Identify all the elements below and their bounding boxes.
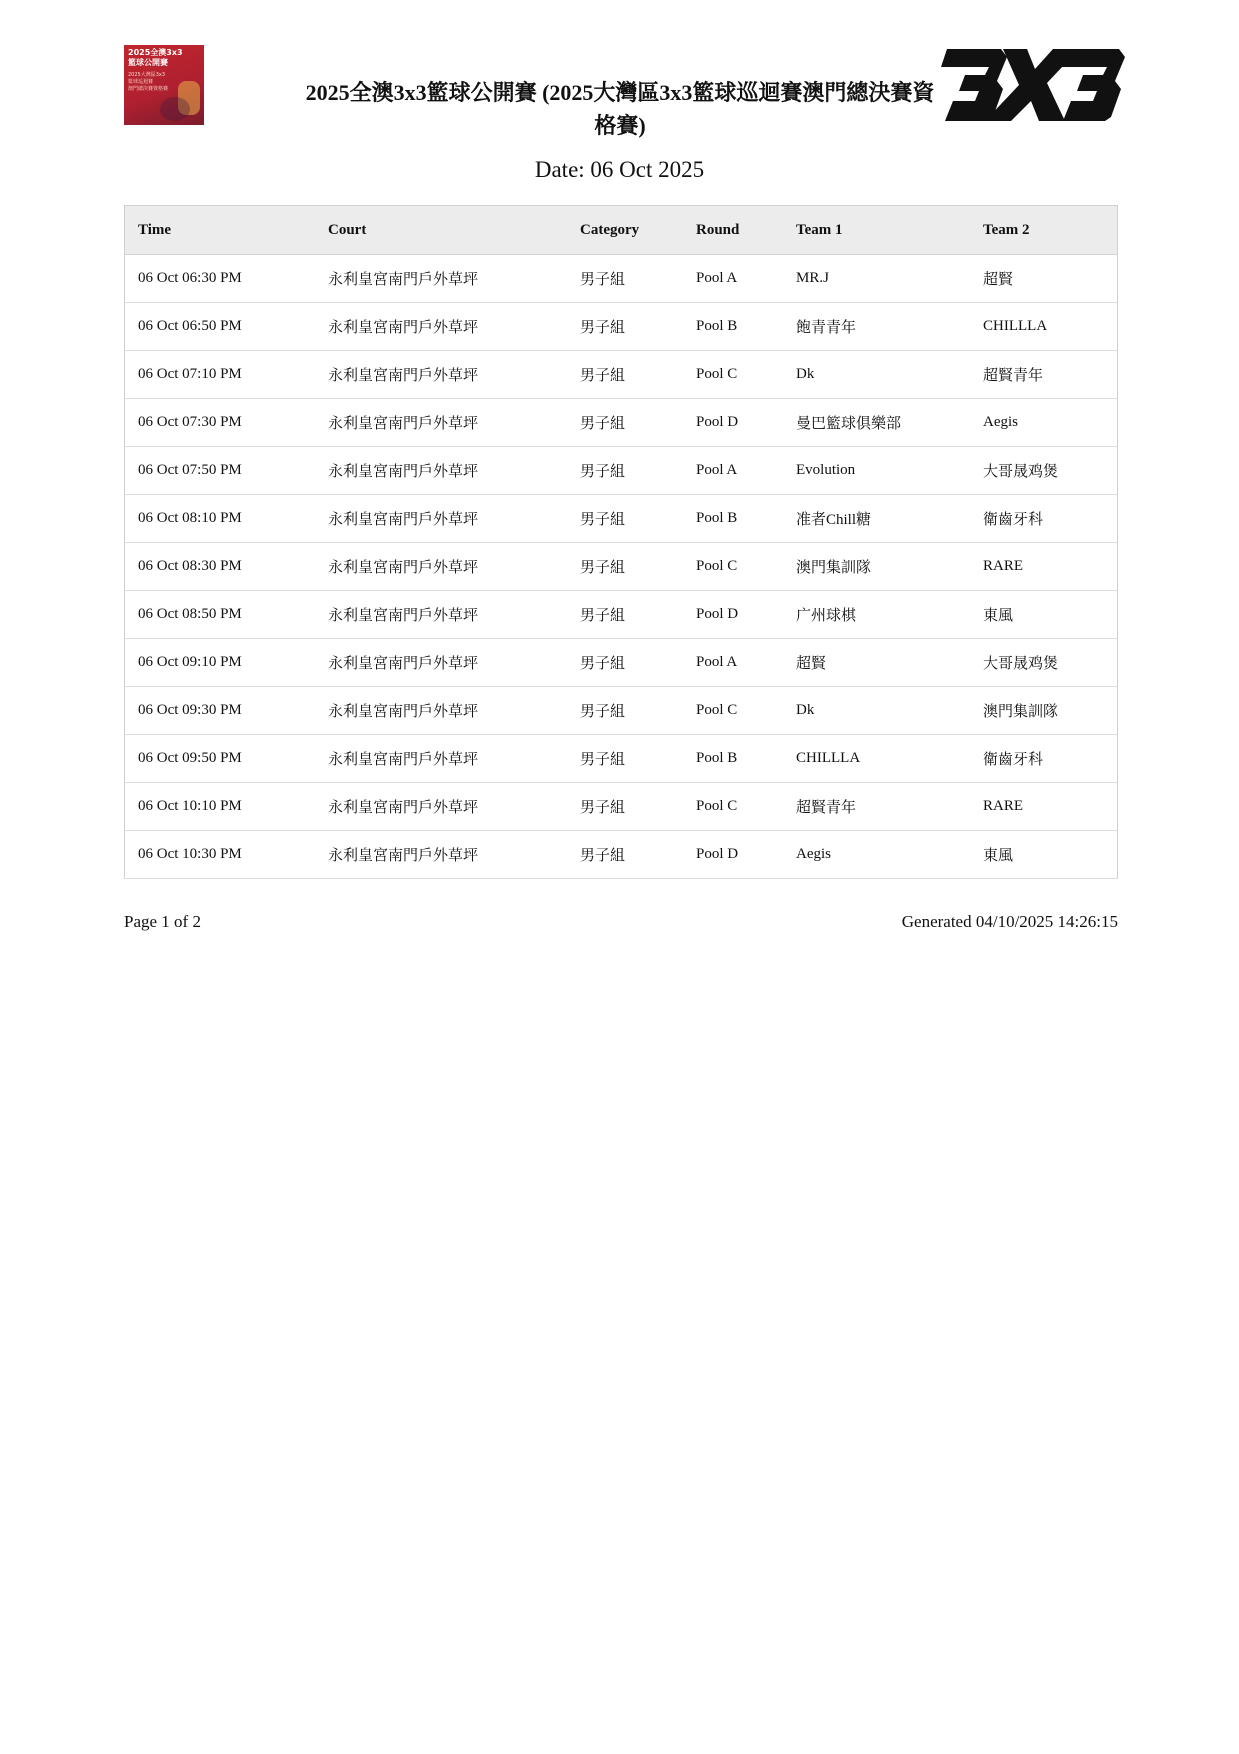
column-header-time: Time [125,206,316,255]
time-cell: 06 Oct 09:10 PM [125,639,316,687]
category-cell: 男子組 [567,735,683,783]
team1-cell: MR.J [783,255,970,303]
event-logo-title: 2025全澳3x3 籃球公開賽 [128,48,183,67]
team1-cell: CHILLLA [783,735,970,783]
court-cell: 永利皇宮南門戶外草坪 [315,783,567,831]
team1-cell: Aegis [783,831,970,879]
court-cell: 永利皇宮南門戶外草坪 [315,591,567,639]
category-cell: 男子組 [567,543,683,591]
team2-cell: 超賢 [970,255,1118,303]
table-row [125,495,1118,543]
table-row [125,783,1118,831]
team1-cell: 超賢 [783,639,970,687]
time-cell: 06 Oct 06:30 PM [125,255,316,303]
court-cell: 永利皇宮南門戶外草坪 [315,543,567,591]
team1-cell: Dk [783,351,970,399]
team2-cell: 衛齒牙科 [970,735,1118,783]
fiba-3x3-logo [941,45,1125,123]
time-cell: 06 Oct 08:30 PM [125,543,316,591]
round-cell: Pool C [683,687,783,735]
team2-cell: RARE [970,783,1118,831]
column-header-round: Round [683,206,783,255]
court-cell: 永利皇宮南門戶外草坪 [315,303,567,351]
team1-cell: 澳門集訓隊 [783,543,970,591]
category-cell: 男子組 [567,255,683,303]
category-cell: 男子組 [567,495,683,543]
team1-cell: 准者Chill糖 [783,495,970,543]
page-number: Page 1 of 2 [124,912,201,931]
team2-cell: 大哥晟鸡煲 [970,639,1118,687]
court-cell: 永利皇宮南門戶外草坪 [315,447,567,495]
team2-cell: 澳門集訓隊 [970,687,1118,735]
time-cell: 06 Oct 10:10 PM [125,783,316,831]
column-header-court: Court [315,206,567,255]
team1-cell: Dk [783,687,970,735]
schedule-table [124,205,1118,879]
table-row [125,639,1118,687]
team1-cell: Evolution [783,447,970,495]
time-cell: 06 Oct 07:30 PM [125,399,316,447]
time-cell: 06 Oct 09:50 PM [125,735,316,783]
team1-cell: 曼巴籃球俱樂部 [783,399,970,447]
court-cell: 永利皇宮南門戶外草坪 [315,495,567,543]
court-cell: 永利皇宮南門戶外草坪 [315,351,567,399]
time-cell: 06 Oct 07:10 PM [125,351,316,399]
table-row [125,735,1118,783]
team2-cell: 大哥晟鸡煲 [970,447,1118,495]
column-header-team1: Team 1 [783,206,970,255]
event-logo-subtitle: 2025大灣區3x3 籃球巡迴賽 澳門總決賽資格賽 [128,72,169,92]
schedule-date: Date: 06 Oct 2025 [534,157,705,182]
category-cell: 男子組 [567,351,683,399]
time-cell: 06 Oct 08:10 PM [125,495,316,543]
table-row [125,351,1118,399]
court-cell: 永利皇宮南門戶外草坪 [315,687,567,735]
table-row [125,303,1118,351]
time-cell: 06 Oct 07:50 PM [125,447,316,495]
event-logo [124,45,204,125]
team1-cell: 超賢青年 [783,783,970,831]
court-cell: 永利皇宮南門戶外草坪 [315,399,567,447]
round-cell: Pool A [683,447,783,495]
column-header-category: Category [567,206,683,255]
time-cell: 06 Oct 06:50 PM [125,303,316,351]
category-cell: 男子組 [567,783,683,831]
time-cell: 06 Oct 10:30 PM [125,831,316,879]
team2-cell: RARE [970,543,1118,591]
round-cell: Pool A [683,255,783,303]
category-cell: 男子組 [567,687,683,735]
team2-cell: Aegis [970,399,1118,447]
table-row [125,447,1118,495]
team2-cell: 衛齒牙科 [970,495,1118,543]
round-cell: Pool D [683,399,783,447]
round-cell: Pool C [683,783,783,831]
court-cell: 永利皇宮南門戶外草坪 [315,255,567,303]
table-row [125,399,1118,447]
team1-cell: 飽青青年 [783,303,970,351]
round-cell: Pool D [683,831,783,879]
team2-cell: CHILLLA [970,303,1118,351]
column-header-team2: Team 2 [970,206,1118,255]
category-cell: 男子組 [567,591,683,639]
category-cell: 男子組 [567,447,683,495]
court-cell: 永利皇宮南門戶外草坪 [315,735,567,783]
team2-cell: 東風 [970,831,1118,879]
time-cell: 06 Oct 09:30 PM [125,687,316,735]
round-cell: Pool C [683,351,783,399]
table-row [125,591,1118,639]
category-cell: 男子組 [567,303,683,351]
round-cell: Pool B [683,303,783,351]
logo-figure-shadow [160,97,190,121]
generated-timestamp: Generated 04/10/2025 14:26:15 [901,912,1118,931]
table-row [125,543,1118,591]
round-cell: Pool A [683,639,783,687]
round-cell: Pool B [683,495,783,543]
table-row [125,831,1118,879]
round-cell: Pool D [683,591,783,639]
round-cell: Pool B [683,735,783,783]
category-cell: 男子組 [567,831,683,879]
page-title: 2025全澳3x3籃球公開賽 (2025大灣區3x3籃球巡迴賽澳門總決賽資格賽) [305,80,935,138]
team1-cell: 广州球棋 [783,591,970,639]
table-row [125,255,1118,303]
time-cell: 06 Oct 08:50 PM [125,591,316,639]
court-cell: 永利皇宮南門戶外草坪 [315,831,567,879]
table-header-row [125,206,1118,255]
round-cell: Pool C [683,543,783,591]
category-cell: 男子組 [567,639,683,687]
table-row [125,687,1118,735]
court-cell: 永利皇宮南門戶外草坪 [315,639,567,687]
team2-cell: 東風 [970,591,1118,639]
team2-cell: 超賢青年 [970,351,1118,399]
category-cell: 男子組 [567,399,683,447]
